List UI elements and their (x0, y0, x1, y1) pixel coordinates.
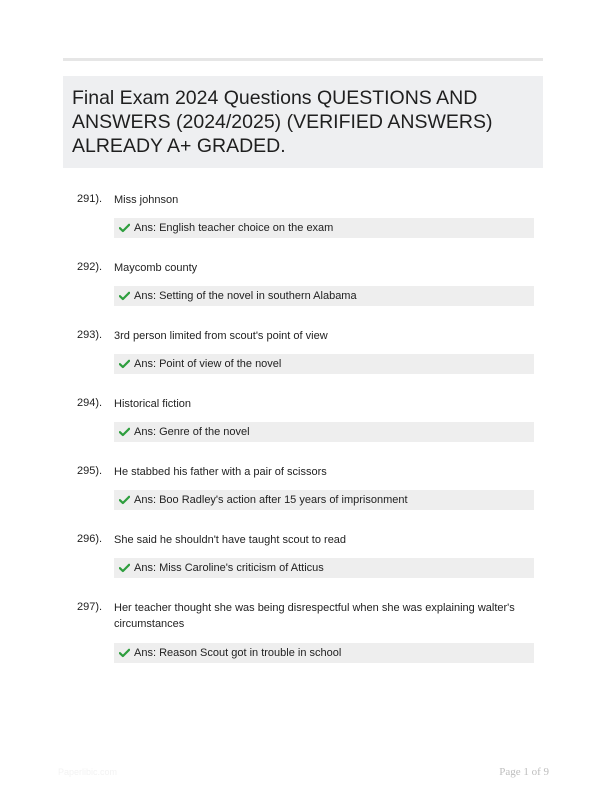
answer-box (114, 286, 534, 306)
answer-text: Ans: English teacher choice on the exam (134, 222, 334, 234)
title-banner (63, 76, 543, 168)
question-text: He stabbed his father with a pair of scissors (114, 466, 327, 478)
check-icon (119, 495, 130, 505)
answer-box (114, 422, 534, 442)
answer-text: Ans: Boo Radley's action after 15 years of imprisonment (134, 494, 408, 506)
question-item-291 (0, 191, 606, 259)
question-text: Maycomb county (114, 262, 198, 274)
question-text: 3rd person limited from scout's point of view (114, 330, 328, 342)
page-indicator: Page 1 of 9 (499, 766, 549, 778)
question-number: 297). (77, 601, 103, 613)
question-number: 293). (77, 329, 103, 341)
question-item-294 (0, 395, 606, 463)
question-item-293 (0, 327, 606, 395)
footer-watermark: Paperlibic.com (58, 767, 118, 777)
question-text: Miss johnson (114, 194, 179, 206)
top-divider (63, 58, 543, 61)
question-number: 292). (77, 261, 103, 273)
question-number: 296). (77, 533, 103, 545)
question-number: 295). (77, 465, 103, 477)
check-icon (119, 427, 130, 437)
question-number: 294). (77, 397, 103, 409)
answer-box (114, 218, 534, 238)
answer-text: Ans: Genre of the novel (134, 426, 250, 438)
question-item-295 (0, 463, 606, 531)
answer-box (114, 490, 534, 510)
answer-text: Ans: Setting of the novel in southern Alabama (134, 290, 357, 302)
question-text: Her teacher thought she was being disrespectful when she was explaining walter's circumstances (114, 602, 515, 630)
question-text: She said he shouldn't have taught scout to read (114, 534, 347, 546)
check-icon (119, 648, 130, 658)
check-icon (119, 359, 130, 369)
question-item-297 (0, 599, 606, 685)
document-title: Final Exam 2024 Questions QUESTIONS AND ANSWERS (2024/2025) (VERIFIED ANSWERS) ALREADY A+ GRADED. (72, 87, 493, 157)
answer-box (114, 643, 534, 663)
answer-box (114, 558, 534, 578)
answer-text: Ans: Reason Scout got in trouble in school (134, 647, 342, 659)
check-icon (119, 291, 130, 301)
question-item-292 (0, 259, 606, 327)
question-number: 291). (77, 193, 103, 205)
check-icon (119, 563, 130, 573)
check-icon (119, 223, 130, 233)
question-list (0, 191, 606, 685)
answer-text: Ans: Miss Caroline's criticism of Atticus (134, 562, 324, 574)
question-item-296 (0, 531, 606, 599)
answer-text: Ans: Point of view of the novel (134, 358, 282, 370)
question-text: Historical fiction (114, 398, 192, 410)
answer-box (114, 354, 534, 374)
